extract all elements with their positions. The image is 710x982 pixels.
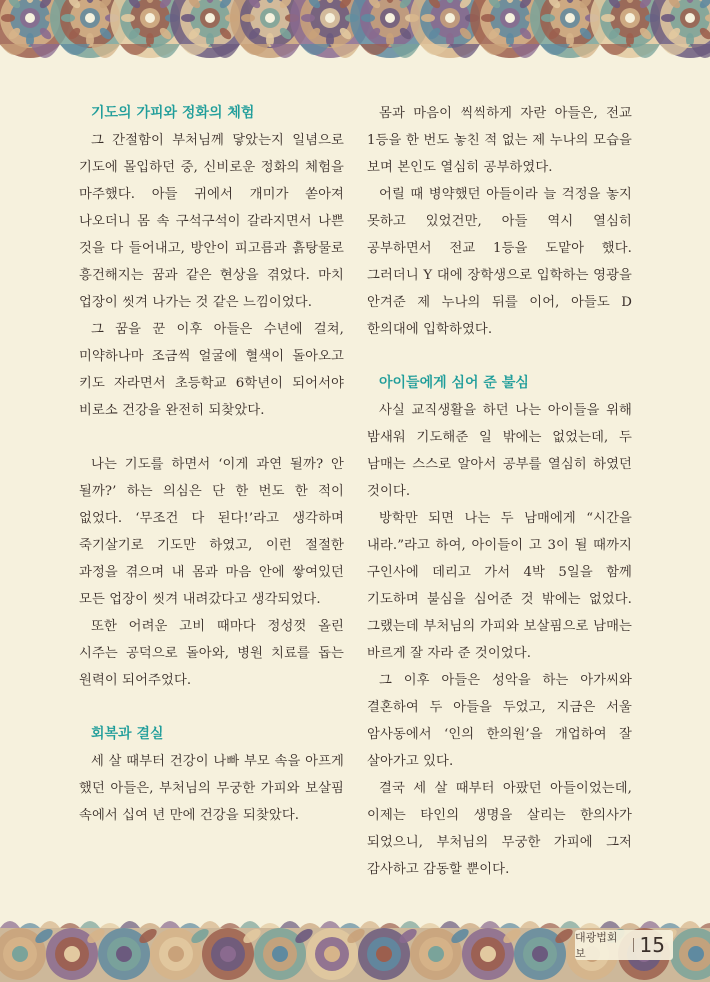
paragraph: 세 살 때부터 건강이 나빠 부모 속을 아프게 했던 아들은, 부처님의 무궁한 가피와 보살핌 속에서 십여 년 만에 건강을 되찾았다. <box>79 754 344 823</box>
paragraph: 또한 어려운 고비 때마다 정성껏 올린 시주는 공덕으로 돌아와, 병원 치료를 돕는 원력이 되어주었다. <box>79 619 344 688</box>
section-heading-recovery: 회복과 결실 <box>91 726 164 742</box>
page-number: 15 <box>639 933 665 957</box>
paragraph: 그 꿈을 꾼 이후 아들은 수년에 걸쳐, 미약하나마 조금씩 얼굴에 혈색이 돌아오고 키도 자라면서 초등학교 6학년이 되어서야 비로소 건강을 완전히 되찾았다. <box>79 322 344 418</box>
paragraph: 사실 교직생활을 하던 나는 아이들을 위해 밤새워 기도해준 일 밖에는 없었는데, 두 남매는 스스로 알아서 공부를 열심히 하였던 것이다. <box>367 403 632 499</box>
paragraph: 방학만 되면 나는 두 남매에게 “시간을 내라.”라고 하여, 아이들이 고 3이 될 때까지 구인사에 데리고 가서 4박 5일을 함께 기도하며 불심을 심어준 것 밖에는 없었다. 그랬는데 부처님의 가피와 보살핌으로 남매는 바르게 잘 자라 준 것이었다. <box>367 511 632 661</box>
magazine-name: 대광법회보 <box>575 931 618 960</box>
paragraph: 어릴 때 병약했던 아들이라 늘 걱정을 놓지 못하고 있었건만, 아들 역시 열심히 공부하면서 전교 1등을 도맡아 했다. 그러더니 Y 대에 장학생으로 입학하는 영광을 안겨준 제 누나의 뒤를 이어, 아들도 D 한의대에 입학하였다. <box>367 187 632 337</box>
paragraph: 나는 기도를 하면서 ‘이게 과연 될까? 안 될까?’ 하는 의심은 단 한 번도 한 적이 없었다. ‘무조건 다 된다!’라고 생각하며 죽기살기로 기도만 하였고, 이런 절절한 과정을 겪으며 내 몸과 마음 안에 쌓여있던 모든 업장이 씻겨 내려갔다고 생각되었다. <box>79 457 344 607</box>
top-mandala-border <box>0 0 710 78</box>
mandala-border-icon <box>0 0 710 78</box>
right-column <box>367 100 632 883</box>
paragraph: 그 이후 아들은 성악을 하는 아가씨와 결혼하여 두 아들을 두었고, 지금은 서울 암사동에서 ‘인의 한의원’을 개업하여 잘 살아가고 있다. <box>367 673 632 769</box>
page-footer <box>575 930 673 960</box>
paragraph: 결국 세 살 때부터 아팠던 아들이었는데, 이제는 타인의 생명을 살리는 한의사가 되었으니, 부처님의 무궁한 가피에 그저 감사하고 감동할 뿐이다. <box>367 781 632 877</box>
left-column <box>79 100 344 829</box>
paragraph: 몸과 마음이 씩씩하게 자란 아들은, 전교 1등을 한 번도 놓친 적 없는 제 누나의 모습을 보며 본인도 열심히 공부하였다. <box>367 106 632 175</box>
divider <box>633 938 634 952</box>
section-heading-buddhist-faith: 아이들에게 심어 준 불심 <box>379 375 529 391</box>
paragraph: 그 간절함이 부처님께 닿았는지 일념으로 기도에 몰입하던 중, 신비로운 정화의 체험을 마주했다. 아들 귀에서 개미가 쏟아져 나오더니 몸 속 구석구석이 갈라지면서 나쁜 것을 다 들어내고, 방안이 피고름과 흙탕물로 흥건해지는 꿈과 같은 현상을 겪었다. 마치 업장이 씻겨 나가는 것 같은 느낌이었다. <box>79 133 344 310</box>
section-heading-prayer-purification: 기도의 가피와 정화의 체험 <box>91 105 255 121</box>
